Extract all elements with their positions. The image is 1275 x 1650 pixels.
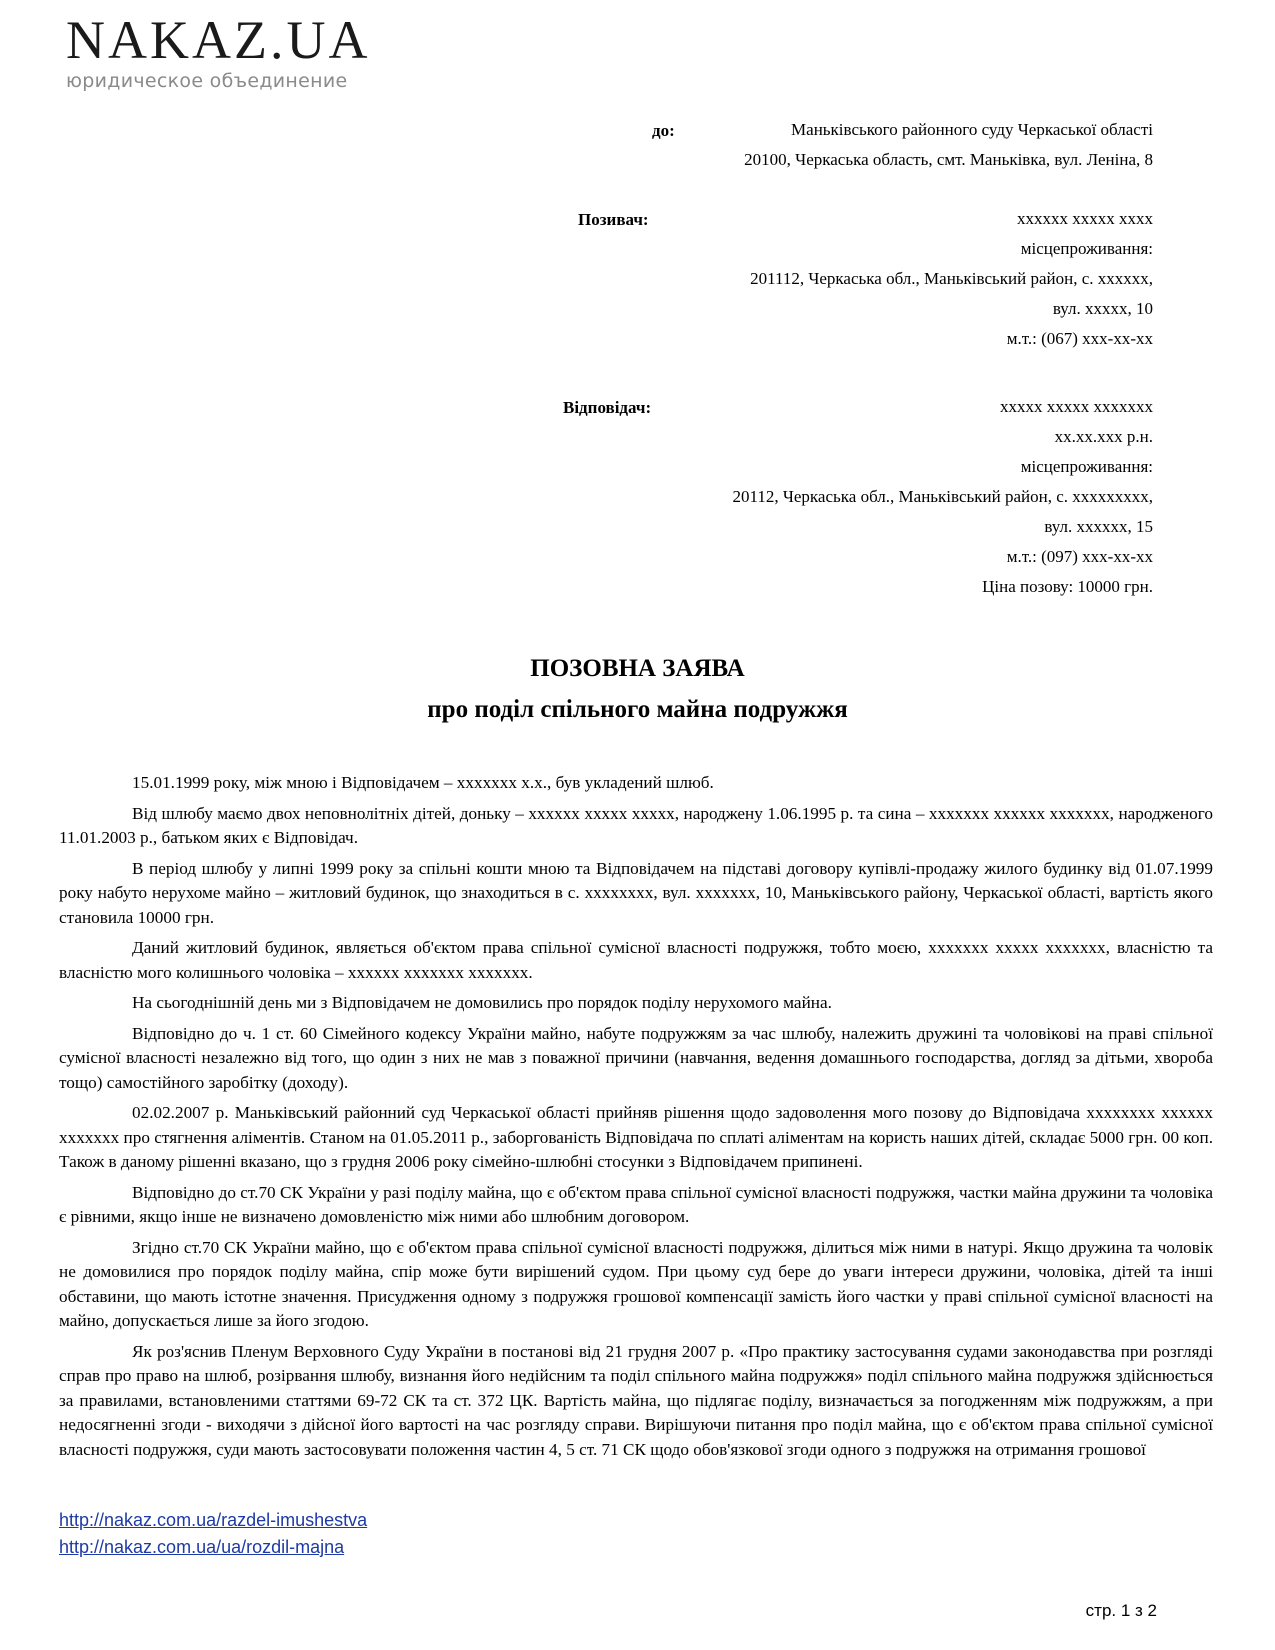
document-title: ПОЗОВНА ЗАЯВА <box>530 655 745 682</box>
plaintiff-label: Позивач: <box>578 210 649 229</box>
logo <box>66 12 370 92</box>
recipient-line: Маньківського районного суду Черкаської області <box>791 120 1153 139</box>
body-paragraph: Відповідно до ч. 1 ст. 60 Сімейного кодексу України майно, набуте подружжям за час шлюбу, належить дружині та чоловікові на праві спільної сумісної власності незалежно від того, що один з них не мав з поважної причини (навчання, ведення домашнього господарства, догляд за дітьми, хвороба тощо) самостійного заробітку (доходу). <box>59 1023 1213 1092</box>
defendant-block <box>732 392 1153 602</box>
defendant-line: місцепроживання: <box>1020 457 1153 476</box>
logo-title: NAKAZ.UA <box>66 10 371 70</box>
plaintiff-line: xxxxxx xxxxx xxxx <box>1017 209 1153 228</box>
document-body <box>59 771 1213 1468</box>
body-paragraph: Від шлюбу маємо двох неповнолітніх дітей, доньку – xxxxxx xxxxx xxxxx, народжену 1.06.1995 р. та сина – xxxxxxx xxxxxx xxxxxxx, народженого 11.01.2003 р., батьком яких є Відповідач. <box>59 803 1213 847</box>
body-paragraph: Як роз'яснив Пленум Верховного Суду України в постанові від 21 грудня 2007 р. «Про практику застосування судами законодавства при розгляді справ про право на шлюб, розірвання шлюбу, визнання його недійсним та поділ спільного майна подружжя» поділ спільного майна подружжя здійснюється за правилами, встановленими статтями 69-72 СК та ст. 372 ЦК. Вартість майна, що підлягає поділу, визначається за погодженням між подружжям, а при недосягненні згоди - виходячи з дійсної його вартості на час розгляду справи. Вирішуючи питання про поділ майна, що є об'єктом права спільної сумісної власності подружжя, суди мають застосовувати положення частин 4, 5 ст. 71 СК щодо обов'язкової згоди одного з подружжя на отримання грошової <box>59 1341 1213 1459</box>
plaintiff-line: 201112, Черкаська обл., Маньківський район, с. xxxxxx, <box>750 269 1153 288</box>
plaintiff-line: м.т.: (067) xxx-xx-xx <box>1006 329 1153 348</box>
footer-link-ru[interactable]: http://nakaz.com.ua/razdel-imushestva <box>59 1510 368 1530</box>
body-paragraph: 02.02.2007 р. Маньківський районний суд Черкаської області прийняв рішення щодо задоволення мого позову до Відповідача xxxxxxxx xxxxxx xxxxxxx про стягнення аліментів. Станом на 01.05.2011 р., заборгованість Відповідача по сплаті аліментам на користь наших дітей, складає 5000 грн. 00 коп. Також в даному рішенні вказано, що з грудня 2006 року сімейно-шлюбні стосунки з Відповідачем припинені. <box>59 1103 1213 1171</box>
body-paragraph: Даний житловий будинок, являється об'єктом права спільної сумісної власності подружжя, тобто моєю, xxxxxxx xxxxx xxxxxxx, власністю та власністю мого колишнього чоловіка – xxxxxx xxxxxxx xxxxxxx. <box>59 938 1213 982</box>
plaintiff-line: місцепроживання: <box>1020 239 1153 258</box>
claim-value: Ціна позову: 10000 грн. <box>982 577 1153 596</box>
footer-links <box>59 1507 367 1561</box>
defendant-line: xxxxx xxxxx xxxxxxx <box>1000 397 1153 416</box>
plaintiff-line: вул. xxxxx, 10 <box>1052 299 1153 318</box>
defendant-line: вул. xxxxxx, 15 <box>1044 517 1153 536</box>
recipient-block <box>744 115 1153 175</box>
recipient-label: до: <box>652 121 675 140</box>
body-paragraph: В період шлюбу у липні 1999 року за спільні кошти мною та Відповідачем на підставі договору купівлі-продажу жилого будинку від 01.07.1999 року набуто нерухоме майно – житловий будинок, що знаходиться в с. xxxxxxxx, вул. xxxxxxx, 10, Маньківського району, Черкаської області, вартість якого становила 10000 грн. <box>59 858 1213 927</box>
plaintiff-block <box>750 204 1153 354</box>
document-subtitle: про поділ спільного майна подружжя <box>427 696 848 723</box>
defendant-line: 20112, Черкаська обл., Маньківський район, с. xxxxxxxxx, <box>732 487 1153 506</box>
defendant-label: Відповідач: <box>563 398 652 417</box>
body-paragraph: 15.01.1999 року, між мною і Відповідачем – xxxxxxx x.x., був укладений шлюб. <box>132 773 714 792</box>
recipient-line: 20100, Черкаська область, смт. Маньківка, вул. Леніна, 8 <box>744 150 1153 169</box>
defendant-line: м.т.: (097) xxx-xx-xx <box>1006 547 1153 566</box>
logo-subtitle: юридическое объединение <box>66 70 348 92</box>
body-paragraph: На сьогоднішній день ми з Відповідачем не домовились про порядок поділу нерухомого майна. <box>132 993 832 1012</box>
page-number: стр. 1 з 2 <box>1085 1601 1157 1620</box>
defendant-line: xx.xx.xxx р.н. <box>1054 427 1153 446</box>
footer-link-ua[interactable]: http://nakaz.com.ua/ua/rozdil-majna <box>59 1537 345 1557</box>
body-paragraph: Відповідно до ст.70 СК України у разі поділу майна, що є об'єктом права спільної сумісної власності подружжя, частки майна дружини та чоловіка є рівними, якщо інше не визначено домовленістю між ними або шлюбним договором. <box>59 1182 1213 1226</box>
body-paragraph: Згідно ст.70 СК України майно, що є об'єктом права спільної сумісної власності подружжя, ділиться між ними в натурі. Якщо дружина та чоловік не домовилися про порядок поділу майна, спір може бути вирішений судом. При цьому суд бере до уваги інтереси дружини, чоловіка, дітей та інші обставини, що мають істотне значення. Присудження одному з подружжя грошової компенсації замість його частки у праві спільної сумісної власності на майно, допускається лише за його згодою. <box>59 1237 1213 1330</box>
